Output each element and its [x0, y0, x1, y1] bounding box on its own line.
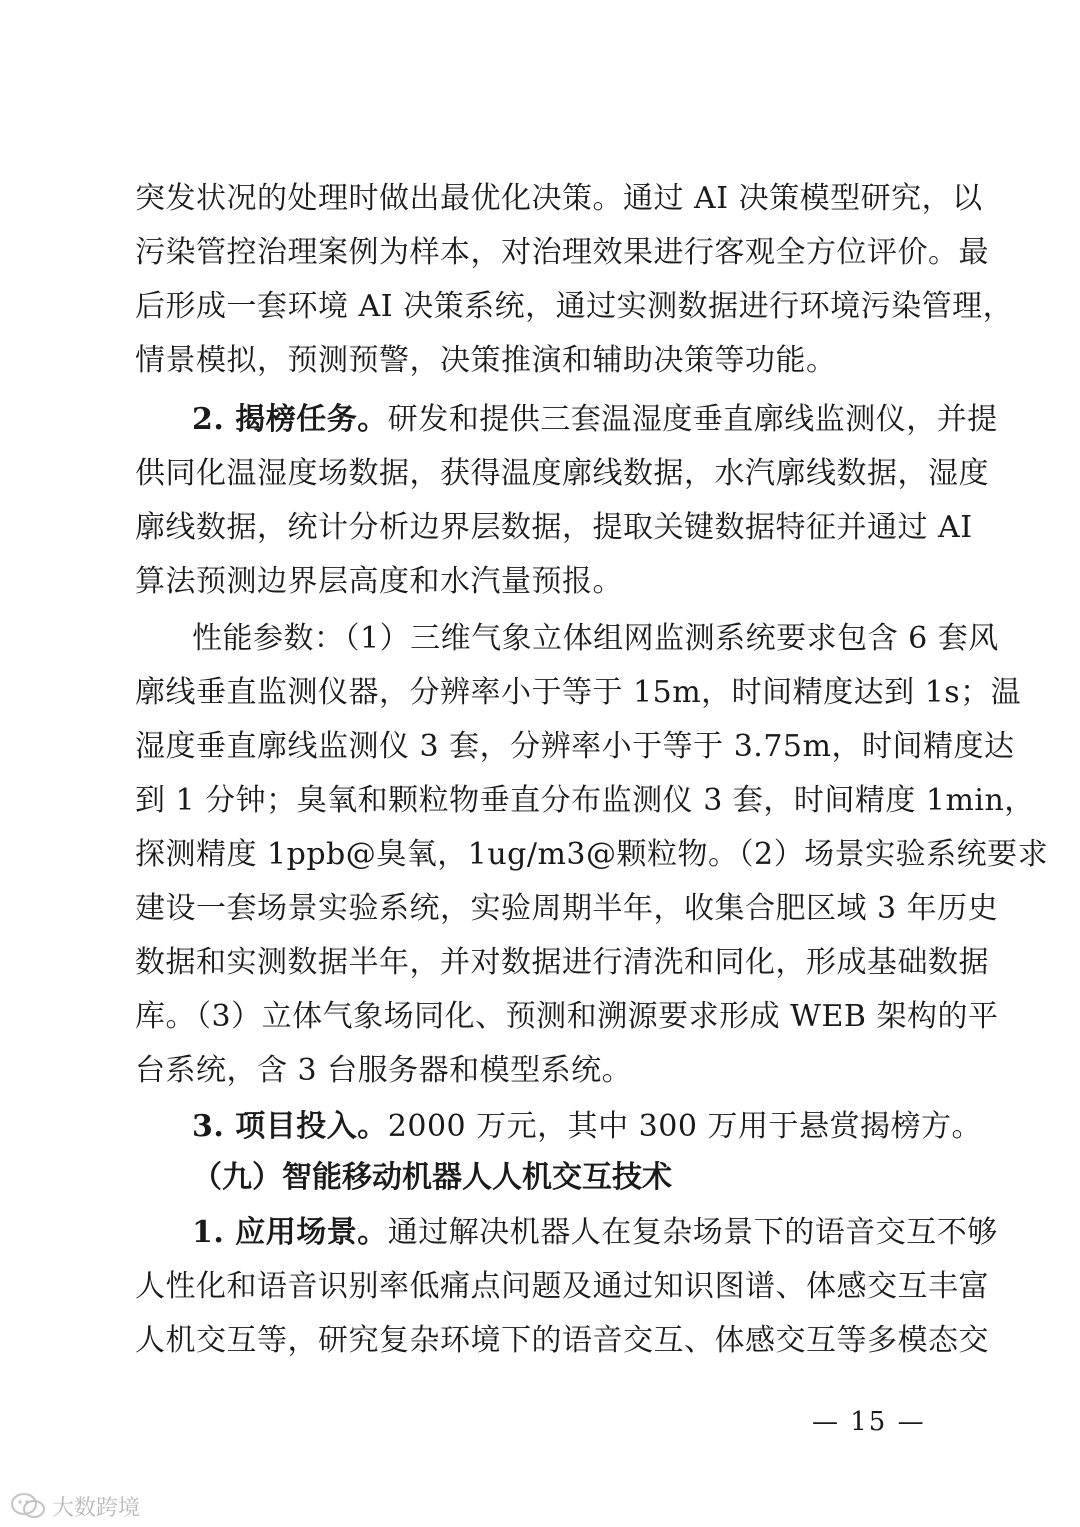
body-text-line: 算法预测边界层高度和水汽量预报。 — [135, 564, 623, 599]
body-text-line: 人性化和语音识别率低痛点问题及通过知识图谱、体感交互丰富 — [135, 1269, 989, 1304]
section-lead: 1. 应用场景。 — [192, 1215, 388, 1250]
body-text-line — [192, 393, 998, 447]
section-lead: 3. 项目投入。 — [192, 1109, 388, 1144]
section-lead: 2. 揭榜任务。 — [192, 402, 388, 437]
body-text-line: 库。（3）立体气象场同化、预测和溯源要求形成 WEB 架构的平 — [135, 999, 999, 1034]
body-text-line: 供同化温湿度场数据，获得温度廓线数据，水汽廓线数据，湿度 — [135, 456, 989, 491]
body-text-line: 到 1 分钟；臭氧和颗粒物垂直分布监测仪 3 套，时间精度 1min， — [135, 783, 1035, 818]
body-text-line: 后形成一套环境 AI 决策系统，通过实测数据进行环境污染管理， — [135, 289, 1014, 324]
body-text-line: 廓线垂直监测仪器，分辨率小于等于 15m，时间精度达到 1s；温 — [135, 675, 1022, 710]
watermark — [10, 1488, 140, 1524]
body-text-line: 廓线数据，统计分析边界层数据，提取关键数据特征并通过 AI — [135, 510, 973, 545]
body-text-line: 人机交互等，研究复杂环境下的语音交互、体感交互等多模态交 — [135, 1323, 989, 1358]
body-text: 2000 万元，其中 300 万用于悬赏揭榜方。 — [387, 1109, 982, 1144]
body-text-line: 湿度垂直廓线监测仪 3 套，分辨率小于等于 3.75m，时间精度达 — [135, 729, 1015, 764]
body-text-line: 污染管控治理案例为样本，对治理效果进行客观全方位评价。最 — [135, 235, 989, 270]
body-text-line: 性能参数：（1）三维气象立体组网监测系统要求包含 6 套风 — [192, 621, 999, 656]
body-text-line — [192, 1100, 982, 1154]
body-text-line — [192, 1206, 998, 1260]
body-text-line: 探测精度 1ppb@臭氧，1ug/m3@颗粒物。（2）场景实验系统要求 — [135, 837, 1049, 872]
wechat-logo-icon — [10, 1491, 46, 1521]
body-text: 研发和提供三套温湿度垂直廓线监测仪，并提 — [387, 402, 998, 437]
body-text-line: 建设一套场景实验系统，实验周期半年，收集合肥区域 3 年历史 — [135, 891, 999, 926]
watermark-text: 大数跨境 — [52, 1495, 141, 1521]
body-text-line: 数据和实测数据半年，并对数据进行清洗和同化，形成基础数据 — [135, 945, 989, 980]
body-text-line: 台系统，含 3 台服务器和模型系统。 — [135, 1053, 633, 1088]
body-text: 通过解决机器人在复杂场景下的语音交互不够 — [387, 1215, 998, 1250]
page-number: — 15 — — [812, 1407, 926, 1437]
body-text-line: 情景模拟，预测预警，决策推演和辅助决策等功能。 — [135, 343, 837, 378]
body-text-line: 突发状况的处理时做出最优化决策。通过 AI 决策模型研究，以 — [135, 181, 983, 216]
section-heading: （九）智能移动机器人人机交互技术 — [192, 1160, 672, 1195]
